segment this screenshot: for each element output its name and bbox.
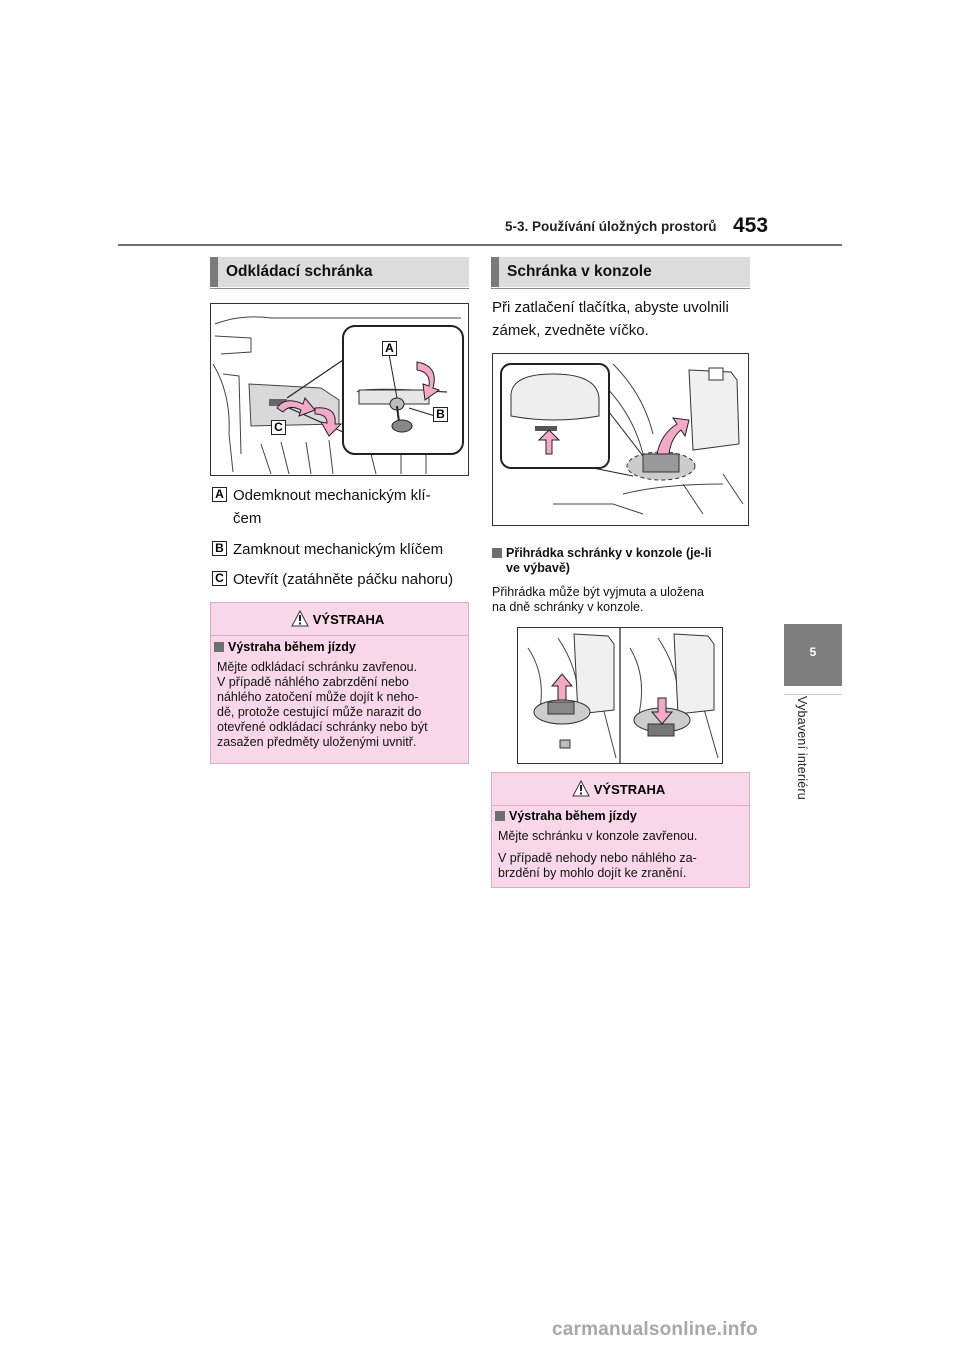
section-title: 5-3. Používání úložných prostorů [505, 219, 717, 234]
warning-subheading [214, 640, 356, 654]
warning-subheading-text: Výstraha během jízdy [228, 640, 356, 654]
warning-line: otevřené odkládací schránky nebo být [217, 720, 428, 734]
tray-heading-line1: Přihrádka schránky v konzole (je-li [506, 546, 712, 560]
item-a-text-1: Odemknout mechanickým klí- [233, 487, 431, 504]
watermark: carmanualsonline.info [552, 1319, 758, 1340]
glovebox-illustration [210, 303, 469, 476]
warning-line: V případě náhlého zabrzdění nebo [217, 675, 409, 689]
bullet-square-icon [214, 642, 224, 652]
chapter-number: 5 [809, 645, 817, 659]
console-heading-rule [491, 288, 750, 289]
warning-line: Mějte odkládací schránku zavřenou. [217, 660, 418, 674]
tray-heading [492, 546, 712, 561]
item-c-text: Otevřít (zatáhněte páčku nahoru) [233, 571, 454, 588]
glovebox-heading: Odkládací schránka [210, 257, 469, 287]
tray-heading-line2: ve výbavě) [506, 561, 570, 575]
console-box-heading: Schránka v konzole [491, 257, 750, 287]
tray-text-2: na dně schránky v konzole. [492, 600, 644, 614]
warning-line: brzdění by mohlo dojít ke zranění. [498, 866, 687, 880]
bullet-square-icon [492, 548, 502, 558]
chapter-title: Vybavení interiéru [795, 696, 809, 800]
warning-header [492, 773, 749, 806]
header-rule [118, 244, 842, 246]
warning-line: náhlého zatočení může dojít k neho- [217, 690, 419, 704]
item-a-text-2: čem [233, 510, 262, 527]
chapter-tab-rule [784, 694, 842, 695]
glovebox-drawing [211, 304, 468, 475]
warning-body [217, 660, 428, 750]
tray-text-1: Přihrádka může být vyjmuta a uložena [492, 585, 704, 599]
warning-line: dě, protože cestující může narazit do [217, 705, 422, 719]
item-b-text: Zamknout mechanickým klíčem [233, 541, 444, 558]
glovebox-heading-rule [210, 288, 469, 289]
console-intro-1: Při zatlačení tlačítka, abyste uvolnili [492, 299, 729, 316]
figure-label-a: A [382, 341, 397, 356]
console-intro-2: zámek, zvedněte víčko. [492, 322, 649, 339]
warning-subheading [495, 809, 637, 823]
glovebox-warning [210, 602, 469, 764]
console-tray-illustration [517, 627, 723, 764]
console-tray-drawing [518, 628, 722, 763]
figure-label-c: C [271, 420, 286, 435]
warning-line: Mějte schránku v konzole zavřenou. [498, 829, 698, 843]
warning-header [211, 603, 468, 636]
figure-label-b: B [433, 407, 448, 422]
console-warning [491, 772, 750, 888]
item-label-c: C [212, 571, 227, 586]
warning-title: VÝSTRAHA [312, 612, 385, 627]
warning-title: VÝSTRAHA [593, 782, 666, 797]
console-box-drawing [493, 354, 748, 525]
warning-line: V případě nehody nebo náhlého za- [498, 851, 697, 865]
page-number: 453 [733, 214, 769, 237]
item-label-a: A [212, 487, 227, 502]
warning-subheading-text: Výstraha během jízdy [509, 809, 637, 823]
console-box-illustration [492, 353, 749, 526]
bullet-square-icon [495, 811, 505, 821]
item-label-b: B [212, 541, 227, 556]
warning-line: zasažen předměty uloženými uvnitř. [217, 735, 417, 749]
